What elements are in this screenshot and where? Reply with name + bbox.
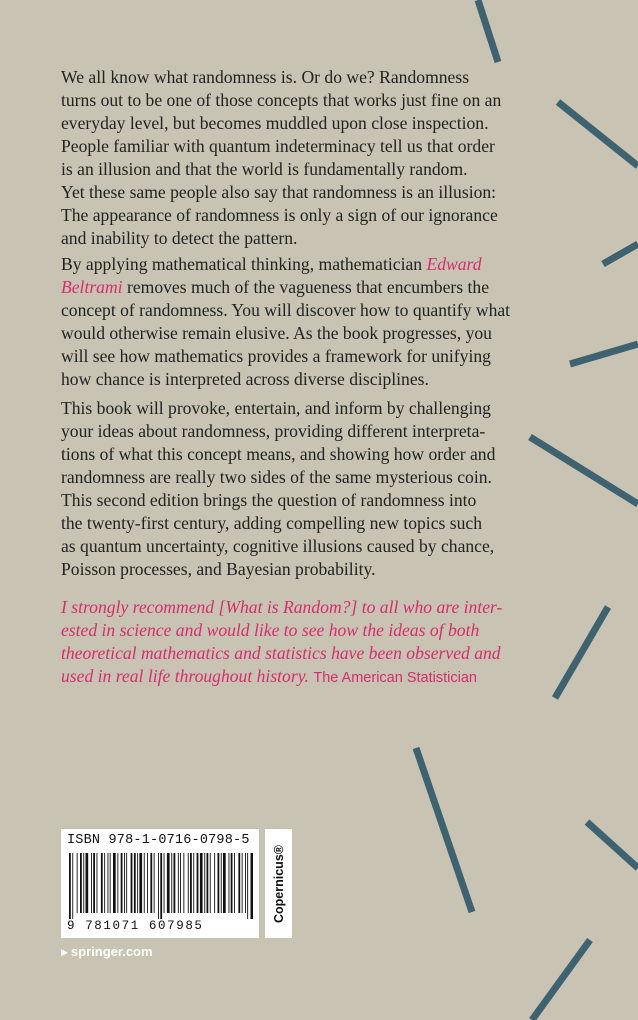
barcode-bar: [178, 853, 179, 913]
text-line: This book will provoke, entertain, and inform by challenging: [61, 398, 491, 418]
barcode-bar: [104, 853, 105, 913]
barcode-bar: [242, 853, 243, 913]
barcode-bar: [251, 853, 254, 919]
barcode-bar: [229, 853, 230, 913]
barcode-bar: [190, 853, 192, 913]
quote-line: theoretical mathematics and statistics have been observed and: [61, 643, 501, 663]
website-link[interactable]: [61, 944, 153, 959]
barcode-bar: [86, 853, 89, 913]
barcode-bar: [223, 853, 226, 913]
barcode-bar: [147, 853, 148, 913]
slash-5: [530, 437, 638, 504]
text-line: turns out to be one of those concepts that works just fine on an: [61, 90, 502, 110]
barcode-bar: [245, 853, 246, 913]
barcode-bar: [167, 853, 170, 913]
text-line: is an illusion and that the world is fundamentally random.: [61, 159, 468, 179]
slash-7: [416, 748, 472, 912]
text-line: concept of randomness. You will discover how to quantify what: [61, 300, 511, 320]
barcode-bar: [160, 853, 162, 919]
barcode-bar: [174, 853, 176, 913]
barcode-bar: [144, 853, 145, 913]
slash-2: [558, 102, 638, 166]
author-name-first: Edward: [426, 254, 482, 274]
barcode-bar: [231, 853, 233, 913]
barcode-bar: [200, 853, 203, 913]
barcode-bar: [137, 853, 138, 913]
description-paragraph-3: [61, 397, 531, 581]
text-line: would otherwise remain elusive. As the book progresses, you: [61, 323, 492, 343]
barcode-bar: [110, 853, 111, 913]
text-line: and inability to detect the pattern.: [61, 228, 298, 248]
isbn-barcode: [61, 829, 259, 938]
text-span: removes much of the vagueness that encumbers the: [122, 277, 489, 297]
barcode-bar: [234, 853, 235, 913]
barcode-bar: [124, 853, 125, 913]
barcode-bar: [188, 853, 189, 913]
barcode-bar: [134, 853, 136, 913]
barcode-bar: [121, 853, 123, 913]
text-line: Yet these same people also say that randomness is an illusion:: [61, 182, 497, 202]
text-line: the twenty-first century, adding compelling new topics such: [61, 513, 483, 533]
barcode-digits: 9 781071 607985: [67, 919, 204, 933]
author-name-last: Beltrami: [61, 277, 123, 297]
barcode-bar: [77, 853, 78, 913]
description-paragraph-1: [61, 66, 531, 250]
barcode-bar: [126, 853, 127, 913]
quote-line: ested in science and would like to see how the ideas of both: [61, 620, 480, 640]
barcode-bar: [154, 853, 155, 913]
text-line: Poisson processes, and Bayesian probability.: [61, 559, 376, 579]
barcode-bars: [67, 853, 253, 919]
barcode-bar: [221, 853, 222, 913]
barcode-bar: [207, 853, 209, 913]
quote-line: [61, 665, 531, 690]
barcode-bar: [171, 853, 172, 913]
barcode-bar: [197, 853, 199, 913]
text-line: This second edition brings the question of randomness into: [61, 490, 477, 510]
barcode-bar: [80, 853, 82, 913]
barcode-bar: [214, 853, 215, 913]
barcode-bar: [158, 853, 159, 919]
barcode-bar: [180, 853, 181, 913]
triangle-right-icon: ▶: [61, 947, 68, 957]
slash-9: [532, 940, 590, 1020]
barcode-bar: [72, 853, 73, 919]
barcode-bar: [218, 853, 220, 913]
text-line: randomness are really two sides of the same mysterious coin.: [61, 467, 492, 487]
text-line: as quantum uncertainty, cognitive illusions caused by chance,: [61, 536, 495, 556]
isbn-label: ISBN 978-1-0716-0798-5: [67, 833, 250, 848]
text-line: tions of what this concept means, and showing how order and: [61, 444, 496, 464]
barcode-bar: [91, 853, 92, 913]
barcode-bar: [97, 853, 98, 913]
barcode-bar: [238, 853, 240, 913]
text-line: People familiar with quantum indeterminacy tell us that order: [61, 136, 495, 156]
barcode-bar: [183, 853, 184, 913]
description-paragraph-2: [61, 253, 531, 391]
barcode-bar: [247, 853, 248, 919]
barcode-bar: [164, 853, 165, 913]
website-text: springer.com: [70, 944, 153, 959]
barcode-bar: [93, 853, 95, 913]
barcode-bar: [210, 853, 211, 913]
slash-1: [478, 0, 498, 62]
barcode-bar: [131, 853, 133, 913]
publisher-logo: [265, 829, 292, 938]
text-line: how chance is interpreted across diverse disciplines.: [61, 369, 429, 389]
text-line: [61, 253, 531, 276]
slash-4: [570, 344, 638, 364]
barcode-bar: [108, 853, 109, 913]
quote-line: I strongly recommend [What is Random?] to all who are inter-: [61, 597, 503, 617]
barcode-bar: [113, 853, 116, 913]
slash-6: [555, 607, 608, 698]
text-line: [61, 276, 531, 299]
barcode-bar: [83, 853, 84, 913]
text-line: The appearance of randomness is only a sign of our ignorance: [61, 205, 498, 225]
quote-attribution: The American Statistician: [313, 670, 477, 686]
barcode-bar: [150, 853, 152, 913]
text-line: everyday level, but becomes muddled upon close inspection.: [61, 113, 489, 133]
slash-3: [603, 244, 638, 264]
text-line: We all know what randomness is. Or do we? Randomness: [61, 67, 470, 87]
barcode-bar: [117, 853, 118, 913]
barcode-bar: [101, 853, 103, 913]
review-quote: [61, 596, 531, 690]
slash-8: [587, 822, 638, 868]
quote-text: used in real life throughout history.: [61, 666, 309, 686]
barcode-bar: [139, 853, 142, 913]
copernicus-logo-text: Copernicus®: [271, 844, 286, 923]
barcode-bar: [204, 853, 205, 913]
text-line: will see how mathematics provides a framework for unifying: [61, 346, 491, 366]
barcode-bar: [193, 853, 194, 913]
text-line: your ideas about randomness, providing different interpreta-: [61, 421, 486, 441]
barcode-bar: [69, 853, 71, 919]
text-span: By applying mathematical thinking, mathematician: [61, 254, 427, 274]
